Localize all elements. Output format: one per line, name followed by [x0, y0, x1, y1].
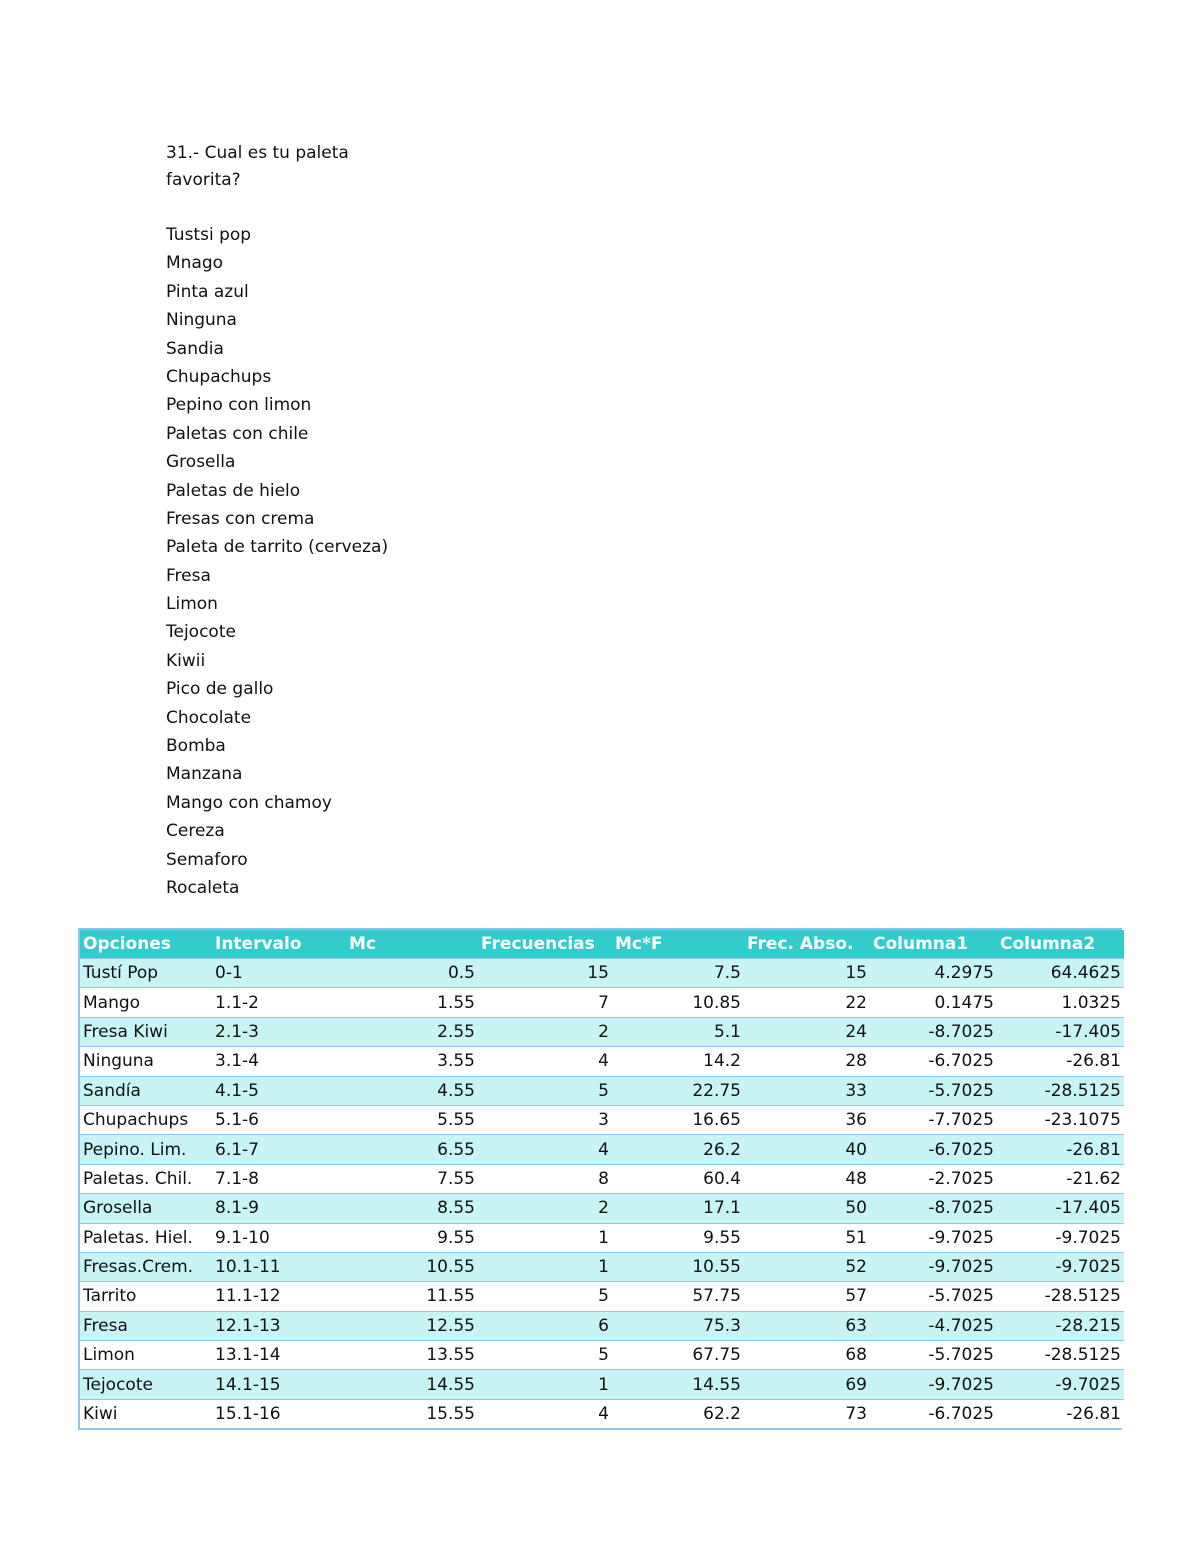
list-item: Pico de gallo	[166, 679, 274, 700]
cell-opcion: Fresas.Crem.	[80, 1252, 212, 1281]
frequency-table	[80, 930, 1124, 1428]
cell-frec-abso: 68	[744, 1341, 870, 1370]
table-row	[80, 1223, 1124, 1252]
cell-mcf: 14.2	[612, 1047, 744, 1076]
table-row	[80, 988, 1124, 1017]
cell-opcion: Fresa	[80, 1311, 212, 1340]
cell-mc: 6.55	[346, 1135, 478, 1164]
list-item: Fresa	[166, 565, 211, 586]
cell-mcf: 5.1	[612, 1017, 744, 1046]
cell-frecuencias: 2	[478, 1194, 612, 1223]
table-row	[80, 1047, 1124, 1076]
cell-intervalo: 4.1-5	[212, 1076, 346, 1105]
header-frec-abso: Frec. Abso.	[744, 930, 870, 959]
cell-frec-abso: 73	[744, 1399, 870, 1428]
table-row	[80, 1164, 1124, 1193]
cell-frecuencias: 15	[478, 959, 612, 988]
table-row	[80, 1370, 1124, 1399]
cell-mc: 11.55	[346, 1282, 478, 1311]
cell-mcf: 9.55	[612, 1223, 744, 1252]
cell-frecuencias: 8	[478, 1164, 612, 1193]
list-item: Chupachups	[166, 366, 272, 387]
cell-mc: 4.55	[346, 1076, 478, 1105]
list-item: Limon	[166, 594, 218, 615]
table-row	[80, 1017, 1124, 1046]
list-item: Ninguna	[166, 310, 237, 331]
cell-mcf: 22.75	[612, 1076, 744, 1105]
table-row	[80, 1135, 1124, 1164]
cell-frec-abso: 40	[744, 1135, 870, 1164]
table-row	[80, 1399, 1124, 1428]
cell-opcion: Tarrito	[80, 1282, 212, 1311]
list-item: Fresas con crema	[166, 508, 315, 529]
cell-columna2: -26.81	[997, 1135, 1124, 1164]
list-item: Mnago	[166, 253, 224, 274]
cell-frec-abso: 52	[744, 1252, 870, 1281]
cell-opcion: Limon	[80, 1341, 212, 1370]
cell-mcf: 10.85	[612, 988, 744, 1017]
cell-mc: 1.55	[346, 988, 478, 1017]
cell-columna1: -8.7025	[870, 1194, 997, 1223]
table-row	[80, 1076, 1124, 1105]
header-frecuencias: Frecuencias	[478, 930, 612, 959]
table-row	[80, 1311, 1124, 1340]
list-item: Chocolate	[166, 707, 252, 728]
cell-intervalo: 0-1	[212, 959, 346, 988]
cell-frecuencias: 5	[478, 1076, 612, 1105]
cell-columna1: -2.7025	[870, 1164, 997, 1193]
cell-mcf: 62.2	[612, 1399, 744, 1428]
cell-intervalo: 15.1-16	[212, 1399, 346, 1428]
cell-columna2: -17.405	[997, 1017, 1124, 1046]
table-row	[80, 1105, 1124, 1134]
cell-intervalo: 7.1-8	[212, 1164, 346, 1193]
cell-frecuencias: 1	[478, 1370, 612, 1399]
cell-mcf: 67.75	[612, 1341, 744, 1370]
list-item: Pinta azul	[166, 281, 249, 302]
cell-frecuencias: 2	[478, 1017, 612, 1046]
cell-columna1: 0.1475	[870, 988, 997, 1017]
cell-opcion: Paletas. Hiel.	[80, 1223, 212, 1252]
cell-intervalo: 14.1-15	[212, 1370, 346, 1399]
cell-columna1: -7.7025	[870, 1105, 997, 1134]
list-item: Cereza	[166, 821, 225, 842]
cell-columna2: 64.4625	[997, 959, 1124, 988]
table-row	[80, 959, 1124, 988]
cell-frec-abso: 51	[744, 1223, 870, 1252]
cell-mcf: 60.4	[612, 1164, 744, 1193]
header-intervalo: Intervalo	[212, 930, 346, 959]
cell-columna2: -9.7025	[997, 1370, 1124, 1399]
cell-opcion: Pepino. Lim.	[80, 1135, 212, 1164]
cell-frec-abso: 48	[744, 1164, 870, 1193]
cell-opcion: Tejocote	[80, 1370, 212, 1399]
table-header-row	[80, 930, 1124, 959]
cell-columna2: -26.81	[997, 1047, 1124, 1076]
cell-frec-abso: 63	[744, 1311, 870, 1340]
cell-columna2: -21.62	[997, 1164, 1124, 1193]
cell-frec-abso: 15	[744, 959, 870, 988]
cell-opcion: Fresa Kiwi	[80, 1017, 212, 1046]
cell-intervalo: 5.1-6	[212, 1105, 346, 1134]
cell-mc: 15.55	[346, 1399, 478, 1428]
cell-mc: 14.55	[346, 1370, 478, 1399]
cell-columna1: 4.2975	[870, 959, 997, 988]
cell-columna1: -4.7025	[870, 1311, 997, 1340]
list-item: Paleta de tarrito (cerveza)	[166, 537, 389, 558]
cell-intervalo: 8.1-9	[212, 1194, 346, 1223]
cell-frecuencias: 3	[478, 1105, 612, 1134]
cell-mc: 10.55	[346, 1252, 478, 1281]
list-item: Sandia	[166, 338, 224, 359]
list-item: Pepino con limon	[166, 395, 312, 416]
cell-columna1: -5.7025	[870, 1282, 997, 1311]
cell-opcion: Kiwi	[80, 1399, 212, 1428]
cell-opcion: Ninguna	[80, 1047, 212, 1076]
options-list	[166, 221, 388, 902]
cell-intervalo: 11.1-12	[212, 1282, 346, 1311]
cell-columna2: -28.5125	[997, 1076, 1124, 1105]
table-row	[80, 1252, 1124, 1281]
cell-frecuencias: 4	[478, 1047, 612, 1076]
cell-columna1: -5.7025	[870, 1341, 997, 1370]
cell-columna2: -17.405	[997, 1194, 1124, 1223]
list-item: Bomba	[166, 736, 226, 757]
cell-intervalo: 3.1-4	[212, 1047, 346, 1076]
table-row	[80, 1282, 1124, 1311]
question-title	[166, 140, 426, 194]
cell-columna2: -9.7025	[997, 1223, 1124, 1252]
cell-columna1: -5.7025	[870, 1076, 997, 1105]
list-item: Rocaleta	[166, 877, 240, 898]
cell-columna2: -28.5125	[997, 1341, 1124, 1370]
cell-frecuencias: 1	[478, 1223, 612, 1252]
cell-columna1: -9.7025	[870, 1223, 997, 1252]
question-line-1: 31.- Cual es tu paleta	[166, 143, 349, 163]
cell-frec-abso: 50	[744, 1194, 870, 1223]
header-columna1: Columna1	[870, 930, 997, 959]
cell-mcf: 10.55	[612, 1252, 744, 1281]
cell-mcf: 7.5	[612, 959, 744, 988]
cell-intervalo: 10.1-11	[212, 1252, 346, 1281]
cell-frecuencias: 5	[478, 1341, 612, 1370]
cell-columna1: -9.7025	[870, 1370, 997, 1399]
header-mc: Mc	[346, 930, 478, 959]
cell-mc: 0.5	[346, 959, 478, 988]
cell-mc: 13.55	[346, 1341, 478, 1370]
cell-columna1: -6.7025	[870, 1047, 997, 1076]
cell-mcf: 14.55	[612, 1370, 744, 1399]
cell-opcion: Chupachups	[80, 1105, 212, 1134]
list-item: Mango con chamoy	[166, 792, 332, 813]
cell-frec-abso: 28	[744, 1047, 870, 1076]
cell-frecuencias: 6	[478, 1311, 612, 1340]
cell-mc: 12.55	[346, 1311, 478, 1340]
cell-columna2: -23.1075	[997, 1105, 1124, 1134]
cell-frec-abso: 24	[744, 1017, 870, 1046]
header-columna2: Columna2	[997, 930, 1124, 959]
cell-frec-abso: 33	[744, 1076, 870, 1105]
cell-columna1: -8.7025	[870, 1017, 997, 1046]
cell-opcion: Grosella	[80, 1194, 212, 1223]
cell-columna2: 1.0325	[997, 988, 1124, 1017]
list-item: Manzana	[166, 764, 243, 785]
table-body	[80, 959, 1124, 1429]
cell-mc: 7.55	[346, 1164, 478, 1193]
cell-columna2: -9.7025	[997, 1252, 1124, 1281]
cell-frec-abso: 57	[744, 1282, 870, 1311]
cell-mc: 9.55	[346, 1223, 478, 1252]
cell-frecuencias: 5	[478, 1282, 612, 1311]
cell-intervalo: 6.1-7	[212, 1135, 346, 1164]
cell-mc: 2.55	[346, 1017, 478, 1046]
cell-columna2: -26.81	[997, 1399, 1124, 1428]
list-item: Kiwii	[166, 650, 206, 671]
cell-intervalo: 9.1-10	[212, 1223, 346, 1252]
cell-opcion: Tustí Pop	[80, 959, 212, 988]
cell-frecuencias: 7	[478, 988, 612, 1017]
cell-frecuencias: 4	[478, 1399, 612, 1428]
cell-mcf: 16.65	[612, 1105, 744, 1134]
cell-mc: 5.55	[346, 1105, 478, 1134]
cell-intervalo: 12.1-13	[212, 1311, 346, 1340]
frequency-table-container	[78, 928, 1122, 1430]
cell-mcf: 26.2	[612, 1135, 744, 1164]
cell-frec-abso: 69	[744, 1370, 870, 1399]
question-line-2: favorita?	[166, 170, 241, 190]
cell-frecuencias: 1	[478, 1252, 612, 1281]
table-row	[80, 1341, 1124, 1370]
cell-mcf: 75.3	[612, 1311, 744, 1340]
cell-columna2: -28.5125	[997, 1282, 1124, 1311]
cell-mcf: 57.75	[612, 1282, 744, 1311]
list-item: Tustsi pop	[166, 225, 252, 245]
cell-mc: 3.55	[346, 1047, 478, 1076]
list-item: Semaforo	[166, 849, 248, 870]
cell-opcion: Paletas. Chil.	[80, 1164, 212, 1193]
cell-columna1: -6.7025	[870, 1135, 997, 1164]
header-mcf: Mc*F	[612, 930, 744, 959]
cell-opcion: Sandía	[80, 1076, 212, 1105]
list-item: Paletas de hielo	[166, 480, 301, 501]
header-opciones: Opciones	[80, 930, 212, 959]
list-item: Paletas con chile	[166, 423, 309, 444]
cell-frec-abso: 22	[744, 988, 870, 1017]
list-item: Tejocote	[166, 622, 236, 643]
cell-columna2: -28.215	[997, 1311, 1124, 1340]
cell-intervalo: 1.1-2	[212, 988, 346, 1017]
cell-columna1: -9.7025	[870, 1252, 997, 1281]
cell-columna1: -6.7025	[870, 1399, 997, 1428]
cell-intervalo: 2.1-3	[212, 1017, 346, 1046]
cell-mc: 8.55	[346, 1194, 478, 1223]
cell-intervalo: 13.1-14	[212, 1341, 346, 1370]
cell-opcion: Mango	[80, 988, 212, 1017]
cell-frec-abso: 36	[744, 1105, 870, 1134]
table-row	[80, 1194, 1124, 1223]
list-item: Grosella	[166, 452, 236, 473]
cell-mcf: 17.1	[612, 1194, 744, 1223]
cell-frecuencias: 4	[478, 1135, 612, 1164]
